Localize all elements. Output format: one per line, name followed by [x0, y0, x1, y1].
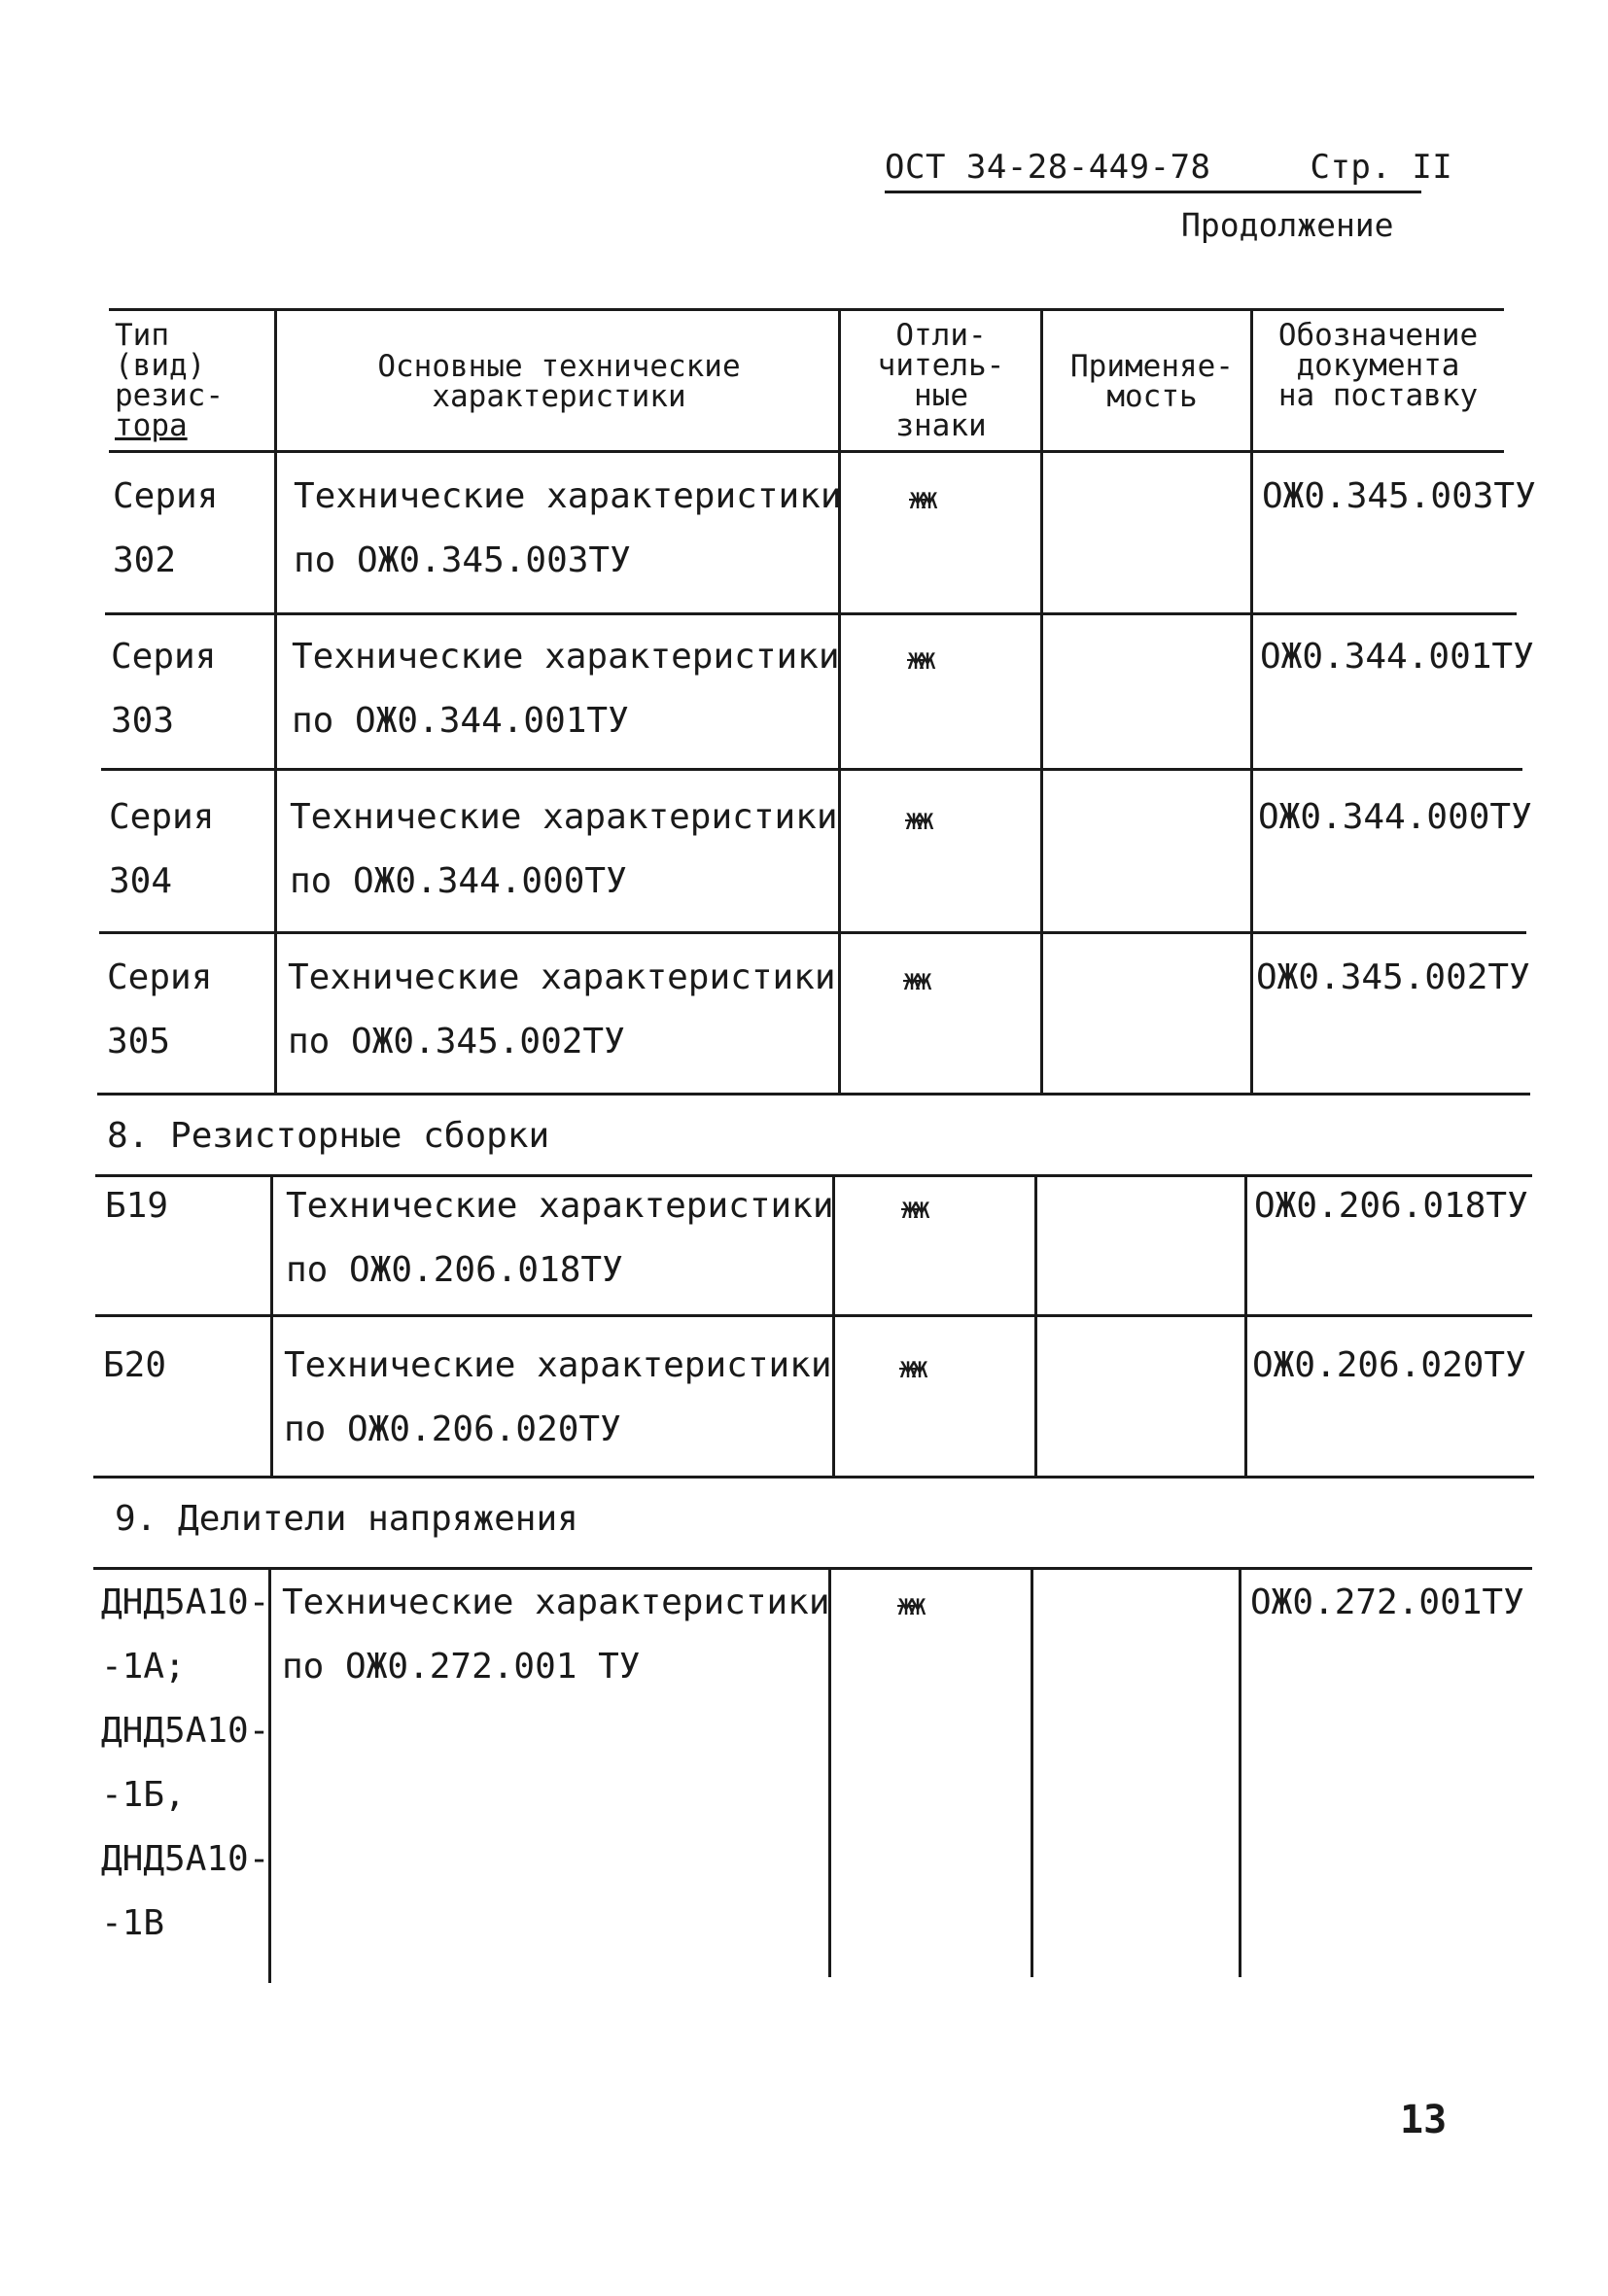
- col-header-type-line: тора: [115, 408, 188, 443]
- resistor-type-line: Серия: [111, 637, 217, 677]
- resistor-type: [101, 1571, 269, 1956]
- col-divider: [1239, 1567, 1241, 1977]
- col-header-marks-line: читель-: [877, 348, 1005, 383]
- characteristics-line: по ОЖ0.345.003ТУ: [294, 540, 631, 580]
- characteristics-line: Технические характеристики: [290, 797, 838, 837]
- resistor-type: [109, 785, 214, 914]
- resistor-type-line: 305: [107, 1022, 171, 1061]
- characteristics-line: по ОЖ0.272.001 ТУ: [282, 1647, 641, 1687]
- resistor-type: [105, 1174, 168, 1238]
- characteristics: [286, 1174, 834, 1303]
- section-rule: [93, 1567, 1532, 1570]
- resistor-type-line: -1А;: [101, 1647, 186, 1687]
- characteristics-line: Технические характеристики: [286, 1186, 834, 1226]
- resistor-type-line: ДНД5А10-: [101, 1839, 270, 1879]
- col-header-characteristics: [282, 349, 836, 414]
- characteristics: [284, 1334, 832, 1462]
- col-header-document: [1259, 318, 1497, 413]
- characteristics: [292, 625, 840, 753]
- row-rule: [101, 768, 1522, 771]
- standard-designation: [885, 148, 1452, 187]
- resistor-type-line: ДНД5А10-: [101, 1583, 270, 1622]
- resistor-type-line: 304: [109, 861, 173, 901]
- col-header-applicability-line: мость: [1106, 379, 1198, 414]
- distinctive-mark: жж: [897, 1588, 922, 1622]
- resistor-type: [111, 625, 216, 753]
- row-rule: [93, 1476, 1534, 1478]
- supply-document: ОЖ0.345.003ТУ: [1262, 476, 1536, 516]
- col-divider: [270, 1174, 273, 1478]
- resistor-type-line: -1Б,: [101, 1775, 186, 1815]
- resistor-type-line: Серия: [107, 957, 213, 997]
- supply-document: ОЖ0.344.000ТУ: [1258, 797, 1532, 837]
- row-rule: [99, 931, 1526, 934]
- resistor-type-line: Б20: [103, 1345, 167, 1385]
- resistor-type-line: -1В: [101, 1903, 165, 1943]
- characteristics: [288, 946, 836, 1074]
- col-header-document-line: документа: [1296, 348, 1460, 383]
- col-divider: [1244, 1174, 1247, 1478]
- characteristics-line: по ОЖ0.345.002ТУ: [288, 1022, 625, 1061]
- supply-document: ОЖ0.344.001ТУ: [1260, 637, 1534, 677]
- col-header-type-line: Тип: [115, 318, 169, 353]
- col-divider: [1250, 308, 1253, 1094]
- resistor-type-line: ДНД5А10-: [101, 1711, 270, 1751]
- col-header-type-line: (вид): [115, 348, 206, 383]
- characteristics-line: Технические характеристики: [288, 957, 836, 997]
- distinctive-mark: жж: [905, 803, 929, 837]
- col-header-type-line: резис-: [115, 378, 224, 413]
- col-header-applicability: [1050, 349, 1254, 414]
- col-divider: [1040, 308, 1043, 1094]
- col-divider: [274, 308, 277, 1094]
- table-top-rule: [109, 308, 1504, 311]
- col-header-marks-line: Отли-: [895, 318, 987, 353]
- supply-document: ОЖ0.345.002ТУ: [1256, 957, 1530, 997]
- distinctive-mark: жж: [901, 1192, 926, 1226]
- col-header-marks: [844, 318, 1038, 443]
- standard-code: ОСТ 34-28-449-78: [885, 148, 1211, 187]
- resistor-type-line: 303: [111, 701, 175, 741]
- header-underline: [885, 191, 1421, 193]
- col-header-document-line: Обозначение: [1277, 318, 1479, 353]
- col-divider: [1034, 1174, 1037, 1478]
- distinctive-mark: жж: [899, 1351, 924, 1385]
- col-header-marks-line: ные: [914, 378, 968, 413]
- page-label: Стр. II: [1310, 148, 1453, 187]
- characteristics-line: Технические характеристики: [284, 1345, 832, 1385]
- row-rule: [97, 1093, 1530, 1096]
- characteristics: [294, 465, 842, 593]
- row-rule: [105, 612, 1517, 615]
- col-header-characteristics-line: характеристики: [432, 379, 686, 414]
- characteristics-line: по ОЖ0.206.018ТУ: [286, 1250, 623, 1290]
- characteristics-line: по ОЖ0.344.001ТУ: [292, 701, 629, 741]
- characteristics-line: по ОЖ0.344.000ТУ: [290, 861, 627, 901]
- supply-document: ОЖ0.206.018ТУ: [1254, 1186, 1528, 1226]
- characteristics: [282, 1571, 830, 1699]
- col-header-type: [115, 318, 270, 443]
- resistor-type: [107, 946, 212, 1074]
- row-rule: [95, 1314, 1532, 1317]
- resistor-type-line: Б19: [105, 1186, 169, 1226]
- col-header-applicability-line: Применяе-: [1070, 349, 1234, 384]
- characteristics-line: Технические характеристики: [294, 476, 842, 516]
- supply-document: ОЖ0.206.020ТУ: [1252, 1345, 1526, 1385]
- page-number: 13: [1400, 2098, 1448, 2142]
- resistor-type-line: Серия: [113, 476, 219, 516]
- col-divider: [1031, 1567, 1033, 1977]
- section-title-voltage-dividers: 9. Делители напряжения: [115, 1499, 578, 1539]
- header-bottom-rule: [109, 450, 1504, 453]
- resistor-type-line: Серия: [109, 797, 215, 837]
- distinctive-mark: жж: [907, 643, 931, 677]
- col-header-document-line: на поставку: [1277, 378, 1479, 413]
- col-header-marks-line: знаки: [895, 408, 987, 443]
- resistor-type: [113, 465, 218, 593]
- characteristics: [290, 785, 838, 914]
- distinctive-mark: жж: [903, 963, 927, 997]
- characteristics-line: по ОЖ0.206.020ТУ: [284, 1409, 621, 1449]
- characteristics-line: Технические характеристики: [292, 637, 840, 677]
- supply-document: ОЖ0.272.001ТУ: [1250, 1583, 1524, 1622]
- characteristics-line: Технические характеристики: [282, 1583, 830, 1622]
- resistor-type: [103, 1334, 166, 1398]
- continuation-label: Продолжение: [1181, 206, 1394, 244]
- resistor-type-line: 302: [113, 540, 177, 580]
- distinctive-mark: жж: [909, 482, 933, 516]
- col-header-characteristics-line: Основные технические: [377, 349, 741, 384]
- section-title-resistor-assemblies: 8. Резисторные сборки: [107, 1116, 550, 1156]
